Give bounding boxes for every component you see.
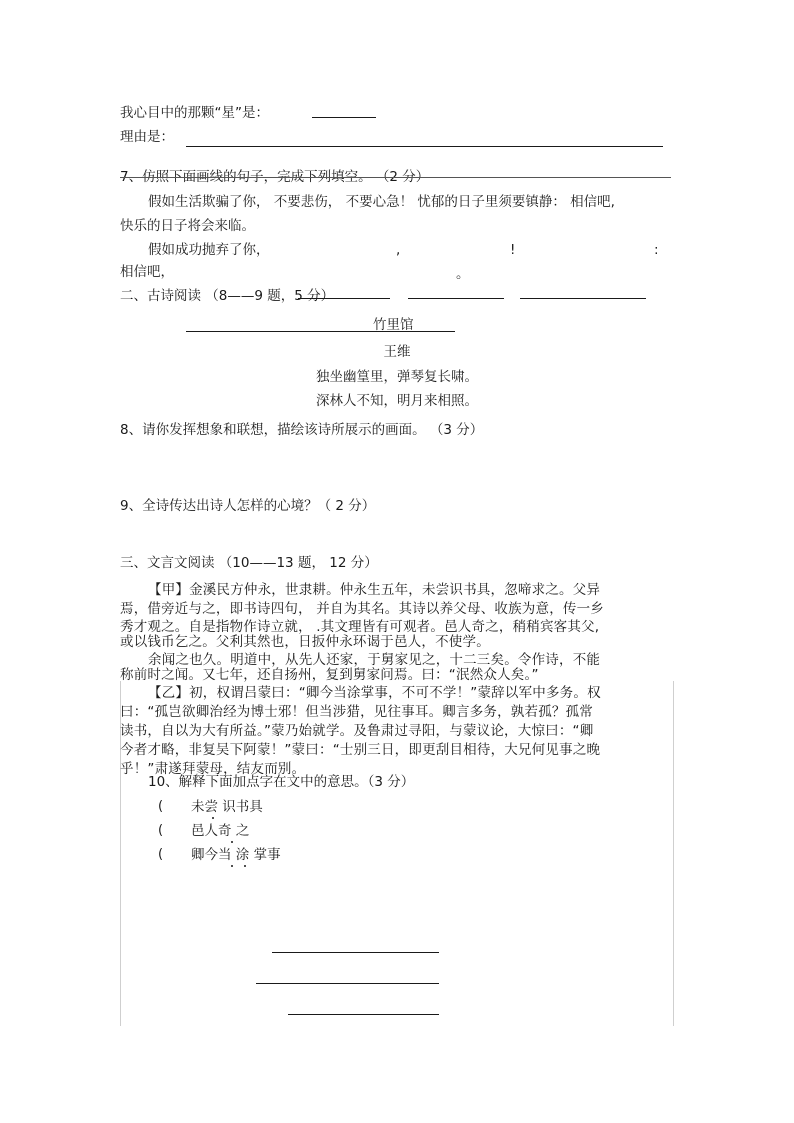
passage-jia-line-1: 【甲】金溪民方仲永，世隶耕。仲永生五年，未尝识书具，忽啼求之。父异 (148, 582, 601, 598)
section-2-blank-3[interactable] (520, 298, 646, 299)
q7-fill-period: 。 (456, 266, 470, 282)
q10-item-2-emphasis-dot (231, 841, 233, 843)
reason-answer-blank[interactable] (186, 146, 663, 147)
q10-item-1-emphasis-dot (212, 817, 214, 819)
passage-yi-line-2: 曰：“孤岂欲卿治经为博士邪！但当涉猎，见往事耳。卿言多务，孰若孤？孤常 (120, 704, 593, 720)
q10-answer-line-3[interactable] (288, 1014, 439, 1015)
passage-jia-line-5: 余闻之也久。明道中，从先人还家，于舅家见之，十二三矣。令作诗，不能 (148, 652, 601, 668)
q10-item-2-text: 邑人奇 之 (191, 823, 250, 839)
passage-jia-line-4: 或以钱币乞之。父利其然也，日扳仲永环谒于邑人，不使学。 (120, 634, 490, 650)
q7-example-line-1: 假如生活欺骗了你， 不要悲伤， 不要心急！ 忧郁的日子里须要镇静： 相信吧, (148, 194, 615, 210)
poem-title-line (186, 331, 455, 332)
q9-text: 9、全诗传达出诗人怎样的心境？（ 2 分） (120, 498, 376, 514)
section-2-heading: 二、古诗阅读 （8——9 题，5 分） (120, 288, 335, 304)
poem-author: 王维 (383, 344, 411, 360)
q7-example-line-2: 快乐的日子将会来临。 (120, 218, 255, 234)
passage-jia-line-3: 秀才观之。自是指物作诗立就， .其文理皆有可观者。邑人奇之，稍稍宾客其父, (120, 619, 600, 635)
q10-item-1-bracket: ( (158, 799, 164, 814)
q8-text: 8、请你发挥想象和联想，描绘该诗所展示的画面。 （3 分） (120, 422, 484, 438)
q7-fill-colon: : (654, 242, 659, 258)
q10-answer-line-2[interactable] (256, 983, 439, 984)
passage-yi-line-4: 今者才略，非复吴下阿蒙！”蒙曰：“士别三日，即更刮目相待，大兄何见事之晚 (120, 742, 601, 758)
passage-yi-line-1: 【乙】初，权谓吕蒙曰：“卿今当涂掌事，不可不学！”蒙辞以军中多务。权 (148, 685, 601, 701)
q10-answer-line-1[interactable] (272, 952, 439, 953)
q7-title: 7、仿照下面画线的句子，完成下列填空。 （2 分） (120, 169, 430, 185)
section-2-blank-2[interactable] (408, 298, 504, 299)
passage-yi-line-3: 读书，自以为大有所益。”蒙乃始就学。及鲁肃过寻阳，与蒙议论，大惊曰：“卿 (120, 723, 594, 739)
q10-title: 10、解释下面加点字在文中的意思。（3 分） (148, 774, 415, 790)
q10-item-2-bracket: ( (158, 823, 164, 838)
star-answer-blank[interactable] (312, 117, 376, 118)
section-2-blank-1[interactable] (298, 298, 390, 299)
reason-label: 理由是： (120, 129, 174, 145)
section-3-heading: 三、文言文阅读 （10——13 题， 12 分） (120, 555, 378, 571)
q10-item-3-emphasis-dot-2 (244, 865, 246, 867)
q7-fill-line-2: 相信吧， (120, 264, 174, 280)
passage-yi-line-5: 乎！”肃遂拜蒙母，结友而别。 (120, 761, 306, 777)
q7-fill-comma: , (396, 242, 401, 258)
poem-line-2: 深林人不知，明月来相照。 (316, 393, 478, 409)
q10-item-1-text: 未尝 识书具 (191, 799, 263, 815)
star-question-label: 我心目中的那颗“星”是： (120, 105, 269, 121)
poem-title: 竹里馆 (373, 317, 414, 333)
poem-line-1: 独坐幽篁里，弹琴复长啸。 (316, 369, 478, 385)
q7-strike-line (120, 177, 671, 178)
q10-item-3-bracket: ( (158, 847, 164, 862)
passage-jia-line-2: 焉，借旁近与之，即书诗四句， 并自为其名。其诗以养父母、收族为意，传一乡 (120, 601, 604, 617)
q10-item-3-text: 卿今当 涂 掌事 (191, 847, 281, 863)
passage-jia-line-6: 称前时之闻。又七年，还自扬州，复到舅家问焉。曰：“泯然众人矣。” (120, 667, 539, 683)
q7-fill-exclaim: ! (510, 242, 516, 258)
answer-box-right-edge (673, 681, 674, 1026)
q7-fill-line-1: 假如成功抛弃了你， (148, 242, 270, 258)
q10-item-3-emphasis-dot-1 (231, 865, 233, 867)
